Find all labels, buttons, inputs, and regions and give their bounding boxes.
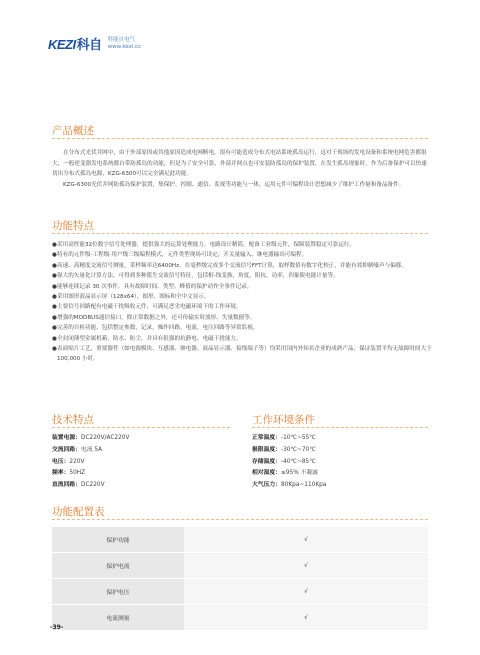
bullet-icon: ● bbox=[52, 346, 57, 353]
bullet-icon: ● bbox=[52, 314, 57, 321]
env-spec-list bbox=[252, 433, 326, 492]
tech-spec-row: 频率：50HZ bbox=[52, 470, 86, 477]
env-spec-row: 相对湿度：≤95% 不凝露 bbox=[252, 470, 318, 477]
config-divider bbox=[52, 519, 428, 520]
env-spec-row: 存储温度：-40℃~85℃ bbox=[252, 458, 316, 465]
overview-paragraph: 在分布式光伏并网中，由于外部原因或其他原因造成电网断电，很有可能造成分布式电站系统孤岛运行，这对于现场的发电设备和系统电网危害都很大，一般逆变器发电系统都自带防孤岛的功能，但是为了安全可靠，外部并网点也可安装防孤岛的保护装置，在发生孤岛现象时，作为后备保护可以快速切出分布式孤岛电源，KZG-6300可以完全满足此功能。 bbox=[52, 150, 427, 178]
tech-spec-row: 交流回路：电流 5A bbox=[52, 446, 103, 453]
config-name: 保护电流 bbox=[52, 553, 184, 579]
tech-divider bbox=[52, 427, 230, 428]
bullet-icon: ● bbox=[52, 304, 57, 311]
brand-cn: 科自 bbox=[76, 37, 102, 52]
brand-subtext bbox=[108, 37, 141, 51]
page-number: -39- bbox=[50, 624, 64, 631]
feature-item: ● 能够连续记录 30 次事件，具有故障时间、类型、峰值的保护动作全事件记录。 bbox=[52, 282, 432, 292]
env-title: 工作环境条件 bbox=[252, 414, 315, 426]
brand-tagline: 科能自电气 bbox=[107, 36, 136, 43]
overview-text bbox=[52, 148, 430, 190]
table-row bbox=[52, 527, 428, 553]
env-spec-row: 极限温度：-30℃~70℃ bbox=[252, 446, 316, 453]
brand-url: www.kezi.cc bbox=[107, 43, 141, 50]
feature-item: ● 采用图形液晶显示屏（128x64），图形、图标和全中文显示。 bbox=[52, 292, 432, 302]
feature-list bbox=[52, 240, 432, 365]
tech-spec-row: 直流回路：DC220V bbox=[52, 482, 105, 489]
table-row bbox=[52, 605, 428, 631]
brand-logo bbox=[48, 34, 141, 53]
config-name: 电流测量 bbox=[52, 605, 184, 631]
bullet-icon: ● bbox=[52, 242, 57, 248]
config-table bbox=[52, 527, 428, 631]
feature-item: ● 采用高性能32位数字信号处理器，提供强大的运算处理能力，电路设计精简，配备工业级元件，保障装置稳定可靠运行。 bbox=[52, 240, 432, 250]
feature-item: ● 全封闭薄型金属机箱，防水、防尘，并具有很强的抗静电、电磁干扰能力。 bbox=[52, 334, 432, 344]
table-row bbox=[52, 579, 428, 605]
overview-divider bbox=[52, 138, 428, 139]
checkmark-icon: √ bbox=[184, 605, 428, 631]
tech-spec-row: 电压：220V bbox=[52, 458, 85, 465]
feature-item: ● 强大的矢量化计算方法，可得到多种派生交流信号特征，包括相-线变换，角度，阻抗，功率，四象限电能计量等。 bbox=[52, 271, 432, 281]
overview-title: 产品概述 bbox=[52, 125, 94, 137]
bullet-icon: ● bbox=[52, 252, 57, 259]
bullet-icon: ● bbox=[52, 283, 57, 290]
bullet-icon: ● bbox=[52, 335, 57, 342]
feature-item: ● 表面贴片工艺，重要器件（如电源模块、互感器、继电器、液晶显示器、接线端子等）均采用国内外知名企业的成熟产品，保证装置平均无故障时间大于100,000 小时。 bbox=[52, 344, 432, 365]
tech-title: 技术特点 bbox=[52, 414, 94, 426]
features-title: 功能特点 bbox=[52, 220, 94, 232]
brand-wordmark bbox=[48, 34, 102, 53]
checkmark-icon: √ bbox=[184, 553, 428, 579]
checkmark-icon: √ bbox=[184, 527, 428, 553]
checkmark-icon: √ bbox=[184, 579, 428, 605]
features-divider bbox=[52, 233, 428, 234]
tech-spec-list bbox=[52, 433, 129, 492]
config-name: 保护电压 bbox=[52, 579, 184, 605]
tech-spec-row: 装置电源：DC220V/AC220V bbox=[52, 435, 130, 441]
bullet-icon: ● bbox=[52, 294, 57, 301]
bullet-icon: ● bbox=[52, 325, 57, 332]
table-row bbox=[52, 553, 428, 579]
feature-item: ● 高速、高精度交流信号测量，采样频率达6400Hz，在毫秒级完成多个交流信号FFT计算，取样数值有数字化校正，并能有效抑制噪声与偏移。 bbox=[52, 261, 432, 271]
config-title: 功能配置表 bbox=[52, 506, 105, 518]
feature-item: ● 增强的MODBUS通信接口，除正常数据之外，还可传输实时波形、失量数据等。 bbox=[52, 313, 432, 323]
feature-item: ● 完善的自检功能，包括整定参数，记录，操作回路，电流、电压回路等异常监视。 bbox=[52, 323, 432, 333]
brand-latin: KEZI bbox=[48, 37, 76, 52]
config-name: 保护功能 bbox=[52, 527, 184, 553]
env-spec-row: 大气压力：80Kpa~110Kpa bbox=[252, 482, 327, 489]
overview-paragraph: KZG-6300光伏并网防孤岛保护装置，集保护、控制、通信、监视等功能与一体，运用元件可编程设计思想减少了维护工作量和备品备件。 bbox=[63, 181, 405, 188]
env-spec-row: 正常温度：-10℃~55℃ bbox=[252, 435, 316, 441]
env-divider bbox=[252, 427, 428, 428]
bullet-icon: ● bbox=[52, 273, 57, 280]
feature-item: ● 主要信号回路配有电磁干扰吸收元件，可满足恶劣电磁环境下的工作环境。 bbox=[52, 302, 432, 312]
bullet-icon: ● bbox=[52, 262, 57, 269]
feature-item: ● 特有的元件级-工程级-用户级三级编程模式，元件类型现场可设定，开关量输入、继电器输出可编程。 bbox=[52, 250, 432, 260]
